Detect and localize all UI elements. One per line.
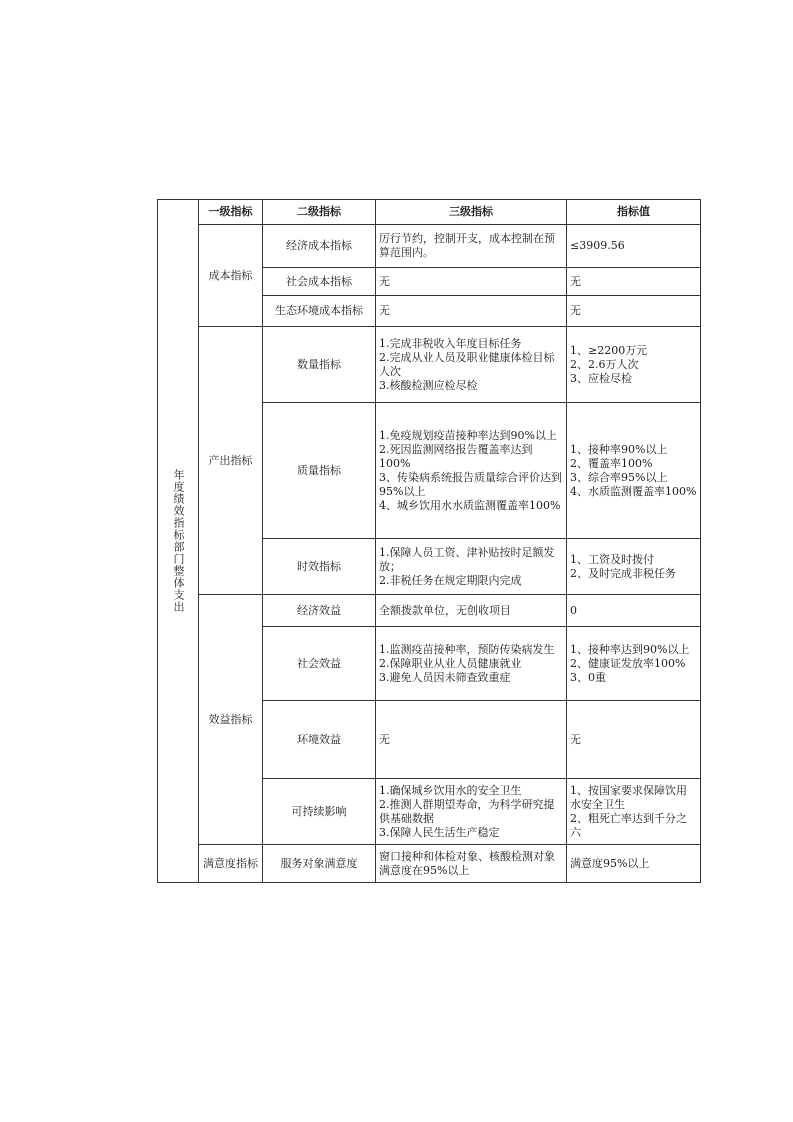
level3-cell: 1.保障人员工资、津补贴按时足额发放； 2.非税任务在规定期限内完成 <box>376 539 567 595</box>
level3-cell: 1.免疫规划疫苗接种率达到90%以上 2.死因监测网络报告覆盖率达到100% 3、传染病系统报告质量综合评价达到95%以上 4、城乡饮用水水质监测覆盖率100% <box>376 403 567 539</box>
value-cell: 无 <box>567 701 701 779</box>
value-cell: 1、按国家要求保障饮用水安全卫生 2、粗死亡率达到千分之六 <box>567 779 701 845</box>
level2-cell: 可持续影响 <box>263 779 376 845</box>
level1-output: 产出指标 <box>199 327 263 595</box>
level2-cell: 环境效益 <box>263 701 376 779</box>
value-cell: 1、接种率90%以上 2、覆盖率100% 3、综合率95%以上 4、水质监测覆盖率100% <box>567 403 701 539</box>
level2-cell: 服务对象满意度 <box>263 845 376 883</box>
value-cell: 1、接种率达到90%以上 2、健康证发放率100% 3、0重 <box>567 627 701 701</box>
header-level1: 一级指标 <box>199 200 263 225</box>
header-value: 指标值 <box>567 200 701 225</box>
level1-satisfaction: 满意度指标 <box>199 845 263 883</box>
value-cell: 满意度95%以上 <box>567 845 701 883</box>
level2-cell: 时效指标 <box>263 539 376 595</box>
level1-cost: 成本指标 <box>199 225 263 327</box>
level2-cell: 社会效益 <box>263 627 376 701</box>
value-cell: 无 <box>567 296 701 327</box>
value-cell: 1、工资及时拨付 2、及时完成非税任务 <box>567 539 701 595</box>
value-cell: 无 <box>567 268 701 296</box>
level3-cell: 1.监测疫苗接种率，预防传染病发生 2.保障职业从业人员健康就业 3.避免人员因未筛查致重症 <box>376 627 567 701</box>
value-cell: ≤3909.56 <box>567 225 701 268</box>
header-level2: 二级指标 <box>263 200 376 225</box>
level2-cell: 数量指标 <box>263 327 376 403</box>
level1-benefit: 效益指标 <box>199 595 263 845</box>
level3-cell: 无 <box>376 701 567 779</box>
level3-cell: 厉行节约，控制开支，成本控制在预算范围内。 <box>376 225 567 268</box>
level3-cell: 无 <box>376 296 567 327</box>
level2-cell: 经济效益 <box>263 595 376 627</box>
level3-cell: 窗口接种和体检对象、核酸检测对象满意度在95%以上 <box>376 845 567 883</box>
level3-cell: 1.完成非税收入年度目标任务 2.完成从业人员及职业健康体检目标人次 3.核酸检测应检尽检 <box>376 327 567 403</box>
side-title: 年度绩效指标部门整体支出 <box>158 200 199 883</box>
level2-cell: 生态环境成本指标 <box>263 296 376 327</box>
level3-cell: 无 <box>376 268 567 296</box>
level2-cell: 社会成本指标 <box>263 268 376 296</box>
level3-cell: 全额拨款单位，无创收项目 <box>376 595 567 627</box>
level2-cell: 质量指标 <box>263 403 376 539</box>
value-cell: 0 <box>567 595 701 627</box>
value-cell: 1、≥2200万元 2、2.6万人次 3、应检尽检 <box>567 327 701 403</box>
header-level3: 三级指标 <box>376 200 567 225</box>
level2-cell: 经济成本指标 <box>263 225 376 268</box>
performance-indicator-table <box>157 199 719 883</box>
level3-cell: 1.确保城乡饮用水的安全卫生 2.推测人群期望寿命，为科学研究提供基础数据 3.保障人民生活生产稳定 <box>376 779 567 845</box>
